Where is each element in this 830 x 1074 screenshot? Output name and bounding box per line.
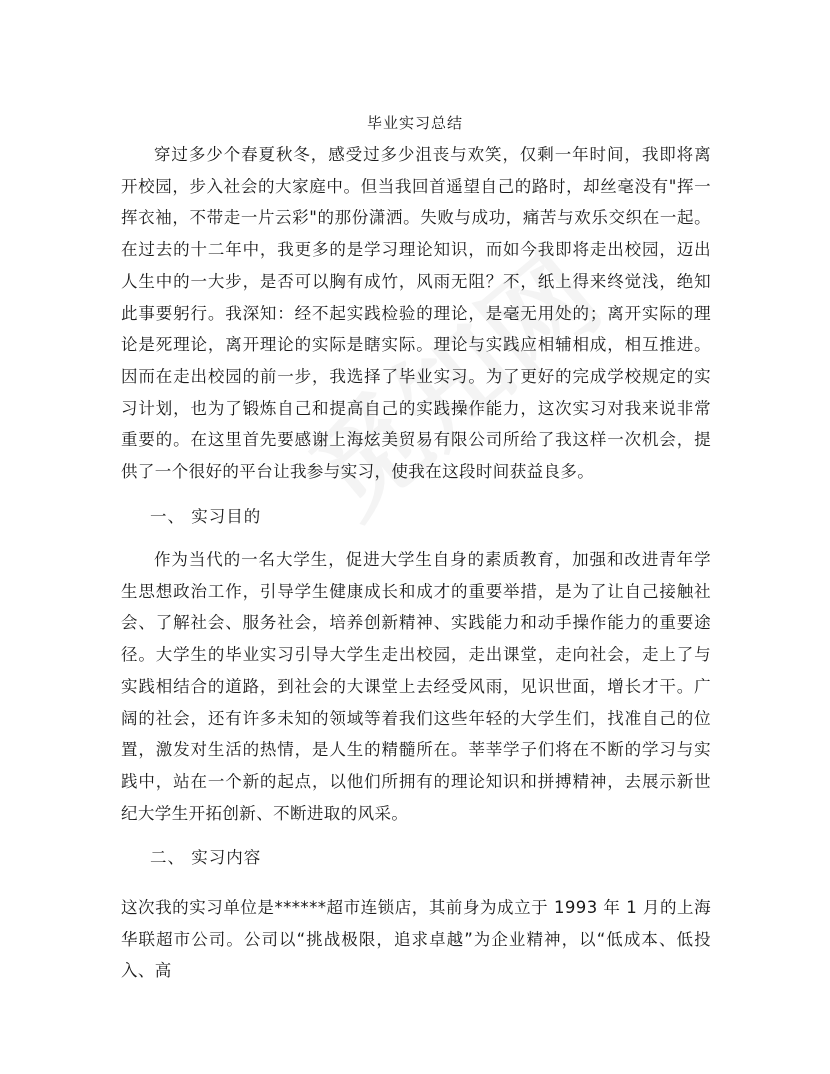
- paragraph-intro: 穿过多少个春夏秋冬，感受过多少沮丧与欢笑，仅剩一年时间，我即将离开校园，步入社会的大家庭中。但当我回首遥望自己的路时，却丝毫没有"挥一挥衣袖，不带走一片云彩"的那份潇洒。失败与成功，痛苦与欢乐交织在一起。在过去的十二年中，我更多的是学习理论知识，而如今我即将走出校园，迈出人生中的一大步，是否可以胸有成竹，风雨无阻？不，纸上得来终觉浅，绝知此事要躬行。我深知：经不起实践检验的理论，是毫无用处的；离开实际的理论是死理论，离开理论的实际是瞎实际。理论与实践应相辅相成，相互推进。因而在走出校园的前一步，我选择了毕业实习。为了更好的完成学校规定的实习计划，也为了锻炼自己和提高自己的实践操作能力，这次实习对我来说非常重要的。在这里首先要感谢上海炫美贸易有限公司所给了我这样一次机会，提供了一个很好的平台让我参与实习，使我在这段时间获益良多。: [121, 145, 711, 482]
- section-heading-purpose: 一、 实习目的: [150, 507, 262, 526]
- paragraph-purpose: 作为当代的一名大学生，促进大学生自身的素质教育，加强和改进青年学生思想政治工作，引导学生健康成长和成才的重要举措，是为了让自己接触社会、了解社会、服务社会，培养创新精神、实践能力和动手操作能力的重要途径。大学生的毕业实习引导大学生走出校园，走出课堂，走向社会，走上了与实践相结合的道路，到社会的大课堂上去经受风雨，见识世面，增长才干。广阔的社会，还有许多未知的领域等着我们这些年轻的大学生们，找准自己的位置，激发对生活的热情，是人生的精髓所在。莘莘学子们将在不断的学习与实践中，站在一个新的起点，以他们所拥有的理论知识和拼搏精神，去展示新世纪大学生开拓创新、不断进取的风采。: [121, 550, 711, 823]
- paragraph-content: 这次我的实习单位是******超市连锁店，其前身为成立于 1993 年 1 月的上海华联超市公司。公司以“挑战极限，追求卓越”为企业精神，以“低成本、低投入、高: [121, 898, 711, 981]
- document-title: 毕业实习总结: [366, 114, 463, 132]
- section-heading-content: 二、 实习内容: [150, 848, 262, 867]
